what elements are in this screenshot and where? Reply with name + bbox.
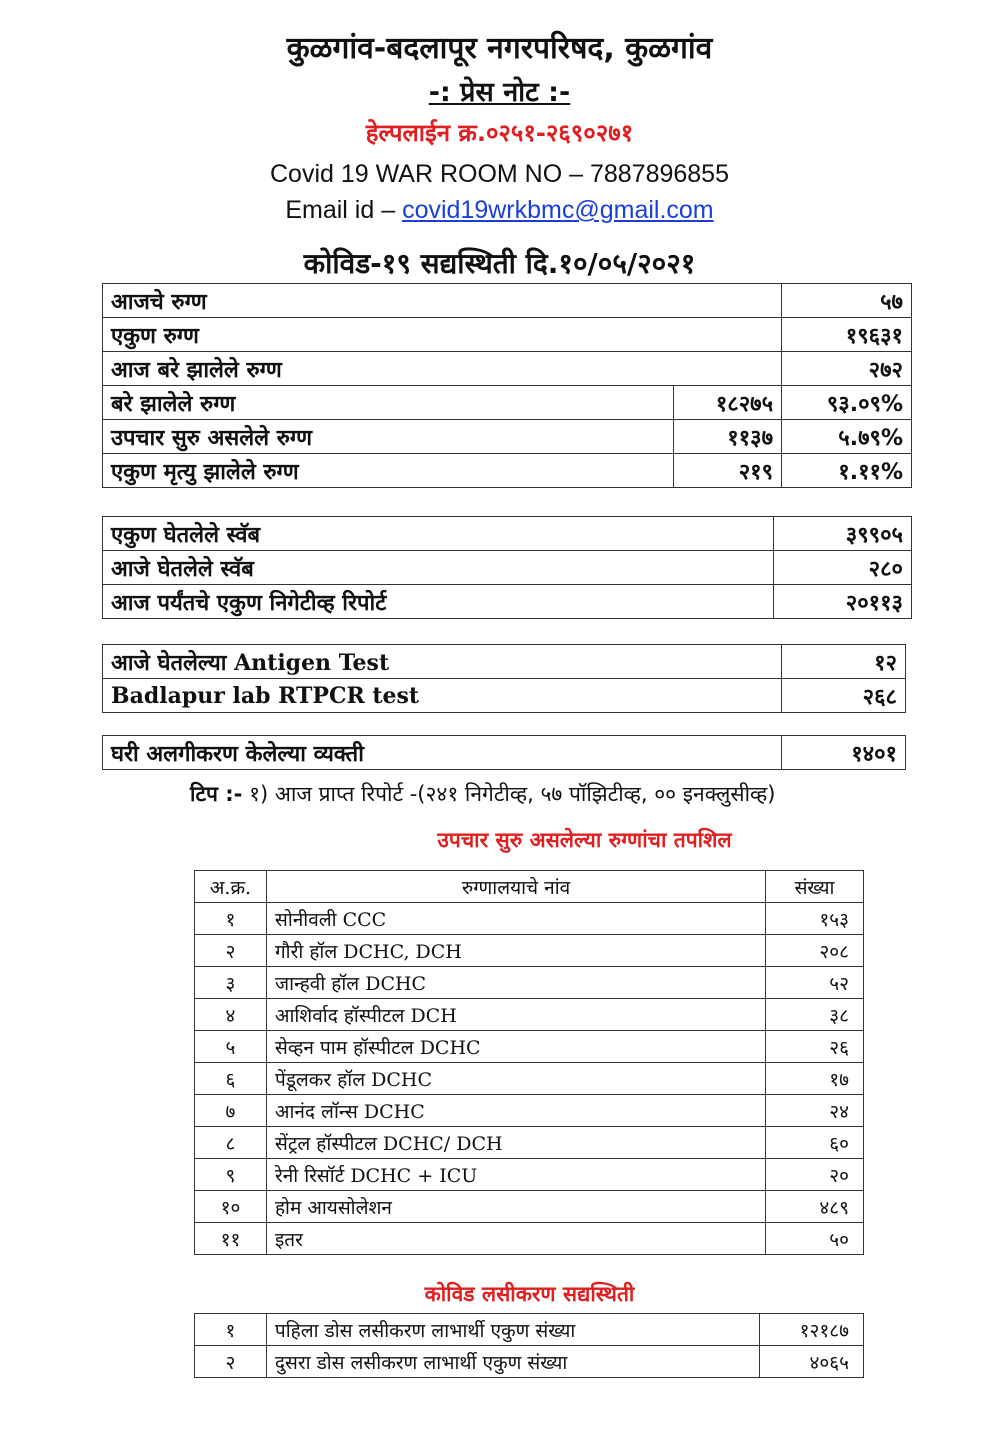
note — [190, 780, 775, 808]
row-sr: ७ — [195, 1095, 267, 1127]
row-count: ३८ — [766, 999, 864, 1031]
summary-count: २१९ — [674, 454, 782, 488]
table-row — [103, 284, 912, 318]
email-link[interactable]: covid19wrkbmc@gmail.com — [402, 196, 714, 224]
table-row — [103, 645, 906, 679]
row-sr: १ — [195, 1314, 267, 1346]
organization-title: कुळगांव-बदलापूर नगरपरिषद, कुळगांव — [286, 31, 713, 66]
row-count: ६० — [766, 1127, 864, 1159]
helpline: हेल्पलाईन क्र.०२५१-२६९०२७१ — [365, 119, 634, 147]
swab-value: २०११३ — [774, 585, 912, 619]
row-sr: ८ — [195, 1127, 267, 1159]
table-row — [103, 386, 912, 420]
row-count: १७ — [766, 1063, 864, 1095]
swab-label: एकुण घेतलेले स्वॅब — [103, 517, 774, 551]
note-prefix: टिप :- — [190, 782, 243, 806]
row-name: आशिर्वाद हॉस्पीटल DCH — [266, 999, 765, 1031]
header-name: रुग्णालयाचे नांव — [266, 871, 765, 903]
press-note-text: -: प्रेस नोट :- — [428, 77, 571, 108]
table-row — [195, 903, 864, 935]
row-count: ४८९ — [766, 1191, 864, 1223]
table-row — [103, 517, 912, 551]
row-count: ५० — [766, 1223, 864, 1255]
summary-label: उपचार सुरु असलेले रुग्ण — [103, 420, 674, 454]
row-sr: ९ — [195, 1159, 267, 1191]
row-name: रेनी रिसॉर्ट DCHC + ICU — [266, 1159, 765, 1191]
hospitals-title: उपचार सुरु असलेल्या रुग्णांचा तपशिल — [437, 828, 732, 852]
row-value: १२१८७ — [760, 1314, 864, 1346]
row-label: दुसरा डोस लसीकरण लाभार्थी एकुण संख्या — [266, 1346, 759, 1378]
row-count: १५३ — [766, 903, 864, 935]
swab-value: ३९९०५ — [774, 517, 912, 551]
test-value: १२ — [782, 645, 906, 679]
table-row — [103, 454, 912, 488]
row-name: सोनीवली CCC — [266, 903, 765, 935]
row-sr: १ — [195, 903, 267, 935]
table-row — [195, 999, 864, 1031]
isolation-value: १४०१ — [782, 736, 906, 770]
note-text: १) आज प्राप्त रिपोर्ट -(२४१ निगेटीव्ह, ५७ पॉझिटीव्ह, ०० इनक्लुसीव्ह) — [242, 782, 776, 806]
table-row — [195, 1095, 864, 1127]
row-name: गौरी हॉल DCHC, DCH — [266, 935, 765, 967]
row-name: होम आयसोलेशन — [266, 1191, 765, 1223]
summary-value: १९६३१ — [782, 318, 912, 352]
table-row — [103, 420, 912, 454]
table-row — [103, 679, 906, 713]
row-count: २४ — [766, 1095, 864, 1127]
isolation-table — [102, 735, 906, 770]
vaccination-table — [194, 1313, 864, 1378]
summary-value: ९३.०९% — [782, 386, 912, 420]
row-name: जान्हवी हॉल DCHC — [266, 967, 765, 999]
hospitals-table — [194, 870, 864, 1255]
table-row — [103, 318, 912, 352]
summary-label: आज बरे झालेले रुग्ण — [103, 352, 782, 386]
summary-label: बरे झालेले रुग्ण — [103, 386, 674, 420]
row-name: सेव्हन पाम हॉस्पीटल DCHC — [266, 1031, 765, 1063]
swab-value: २८० — [774, 551, 912, 585]
press-note-heading — [0, 72, 999, 109]
table-row — [195, 1223, 864, 1255]
summary-table — [102, 283, 912, 488]
swab-label: आज पर्यंतचे एकुण निगेटीव्ह रिपोर्ट — [103, 585, 774, 619]
row-sr: ४ — [195, 999, 267, 1031]
table-row — [195, 1314, 864, 1346]
row-label: पहिला डोस लसीकरण लाभार्थी एकुण संख्या — [266, 1314, 759, 1346]
table-row — [195, 967, 864, 999]
tests-table — [102, 644, 906, 713]
table-row — [195, 1191, 864, 1223]
table-row — [195, 1159, 864, 1191]
war-room-number: Covid 19 WAR ROOM NO – 7887896855 — [269, 160, 729, 188]
email-label: Email id – — [285, 196, 403, 224]
test-value: २६८ — [782, 679, 906, 713]
summary-count: ११३७ — [674, 420, 782, 454]
row-sr: ३ — [195, 967, 267, 999]
swab-label: आजे घेतलेले स्वॅब — [103, 551, 774, 585]
row-name: सेंट्रल हॉस्पीटल DCHC/ DCH — [266, 1127, 765, 1159]
isolation-label: घरी अलगीकरण केलेल्या व्यक्ती — [103, 736, 782, 770]
summary-count: १८२७५ — [674, 386, 782, 420]
row-count: २० — [766, 1159, 864, 1191]
row-sr: ६ — [195, 1063, 267, 1095]
table-row — [195, 1031, 864, 1063]
row-count: २०८ — [766, 935, 864, 967]
row-count: २६ — [766, 1031, 864, 1063]
summary-value: २७२ — [782, 352, 912, 386]
row-name: इतर — [266, 1223, 765, 1255]
summary-label: आजचे रुग्ण — [103, 284, 782, 318]
summary-label: एकुण मृत्यु झालेले रुग्ण — [103, 454, 674, 488]
table-row — [195, 1127, 864, 1159]
summary-value: ५.७९% — [782, 420, 912, 454]
row-sr: २ — [195, 935, 267, 967]
row-count: ५२ — [766, 967, 864, 999]
status-title: कोविड-१९ सद्यस्थिती दि.१०/०५/२०२१ — [303, 247, 696, 280]
summary-value: १.११% — [782, 454, 912, 488]
table-row — [195, 1063, 864, 1095]
table-row — [103, 736, 906, 770]
row-value: ४०६५ — [760, 1346, 864, 1378]
vaccination-title: कोविड लसीकरण सद्यस्थिती — [424, 1282, 635, 1306]
swabs-table — [102, 516, 912, 619]
header-count: संख्या — [766, 871, 864, 903]
email-line — [0, 196, 999, 225]
header-sr: अ.क्र. — [195, 871, 267, 903]
table-row — [195, 1346, 864, 1378]
summary-label: एकुण रुग्ण — [103, 318, 782, 352]
row-sr: ५ — [195, 1031, 267, 1063]
table-row — [103, 352, 912, 386]
row-sr: २ — [195, 1346, 267, 1378]
row-name: पेंडूलकर हॉल DCHC — [266, 1063, 765, 1095]
table-header-row — [195, 871, 864, 903]
row-sr: ११ — [195, 1223, 267, 1255]
table-row — [195, 935, 864, 967]
summary-value: ५७ — [782, 284, 912, 318]
test-label: आजे घेतलेल्या Antigen Test — [103, 645, 782, 679]
table-row — [103, 551, 912, 585]
test-label: Badlapur lab RTPCR test — [103, 679, 782, 713]
row-name: आनंद लॉन्स DCHC — [266, 1095, 765, 1127]
table-row — [103, 585, 912, 619]
row-sr: १० — [195, 1191, 267, 1223]
